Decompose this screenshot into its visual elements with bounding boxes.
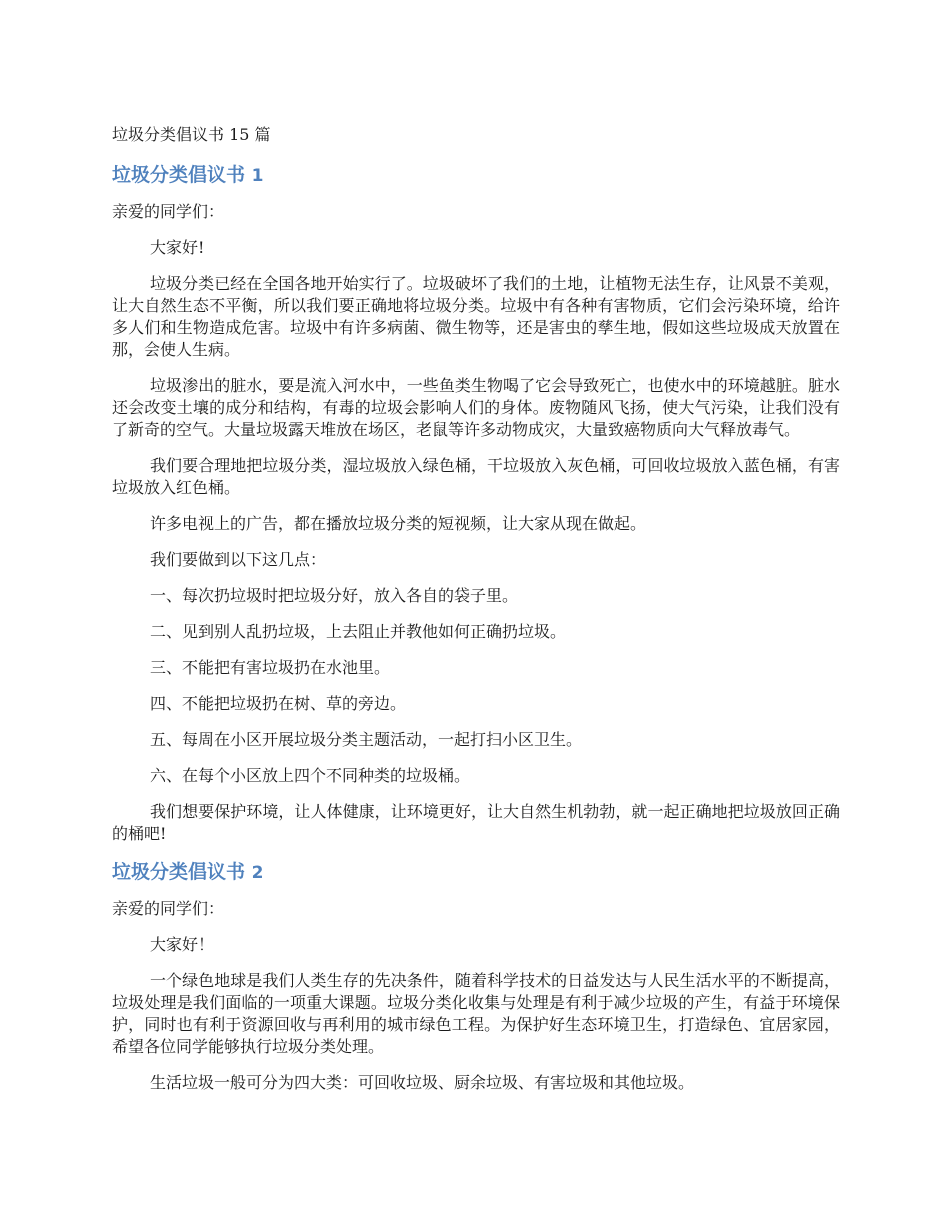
paragraph: 大家好! <box>150 238 205 257</box>
paragraph: 一个绿色地球是我们人类生存的先决条件，随着科学技术的日益发达与人民生活水平的不断提高，垃圾处理是我们面临的一项重大课题。垃圾分类化收集与处理是有利于减少垃圾的产生，有益于环境保护，同时也有利于资源回收与再利用的城市绿色工程。为保护好生态环境卫生，打造绿色、宜居家园，希望各位同学能够执行垃圾分类处理。 <box>112 971 840 1056</box>
paragraph: 我们要做到以下这几点： <box>150 550 327 569</box>
list-item: 二、见到别人乱扔垃圾，上去阻止并教他如何正确扔垃圾。 <box>150 622 567 641</box>
salutation: 亲爱的同学们： <box>112 202 225 221</box>
paragraph: 许多电视上的广告，都在播放垃圾分类的短视频，让大家从现在做起。 <box>150 514 647 533</box>
paragraph: 垃圾渗出的脏水，要是流入河水中，一些鱼类生物喝了它会导致死亡，也使水中的环境越脏。脏水还会改变土壤的成分和结构，有毒的垃圾会影响人们的身体。废物随风飞扬，使大气污染，让我们没有了新奇的空气。大量垃圾露天堆放在场区，老鼠等许多动物成灾，大量致癌物质向大气释放毒气。 <box>112 376 840 439</box>
section-2 <box>112 859 840 1094</box>
paragraph: 生活垃圾一般可分为四大类：可回收垃圾、厨余垃圾、有害垃圾和其他垃圾。 <box>150 1073 695 1092</box>
list-item: 六、在每个小区放上四个不同种类的垃圾桶。 <box>150 766 471 785</box>
section-heading <box>112 859 840 886</box>
salutation: 亲爱的同学们： <box>112 899 225 918</box>
document-title: 垃圾分类倡议书 15 篇 <box>112 125 271 144</box>
list-item: 一、每次扔垃圾时把垃圾分好，放入各自的袋子里。 <box>150 586 519 605</box>
section-heading-number: 1 <box>251 166 264 186</box>
paragraph: 我们想要保护环境，让人体健康，让环境更好，让大自然生机勃勃，就一起正确地把垃圾放回正确的桶吧! <box>112 802 840 843</box>
paragraph: 大家好！ <box>150 935 215 954</box>
list-item: 五、每周在小区开展垃圾分类主题活动，一起打扫小区卫生。 <box>150 730 583 749</box>
section-heading-text: 垃圾分类倡议书 <box>112 164 246 186</box>
section-heading-number: 2 <box>251 863 264 883</box>
paragraph: 我们要合理地把垃圾分类，湿垃圾放入绿色桶，干垃圾放入灰色桶，可回收垃圾放入蓝色桶，有害垃圾放入红色桶。 <box>112 456 840 497</box>
section-1 <box>112 162 840 845</box>
list-item: 三、不能把有害垃圾扔在水池里。 <box>150 658 391 677</box>
section-heading-text: 垃圾分类倡议书 <box>112 861 246 883</box>
document-page <box>112 0 840 1108</box>
paragraph: 垃圾分类已经在全国各地开始实行了。垃圾破坏了我们的土地，让植物无法生存，让风景不美观，让大自然生态不平衡，所以我们要正确地将垃圾分类。垃圾中有各种有害物质，它们会污染环境，给许多人们和生物造成危害。垃圾中有许多病菌、微生物等，还是害虫的孳生地，假如这些垃圾成天放置在那，会使人生病。 <box>112 274 840 359</box>
section-heading <box>112 162 840 189</box>
list-item: 四、不能把垃圾扔在树、草的旁边。 <box>150 694 407 713</box>
